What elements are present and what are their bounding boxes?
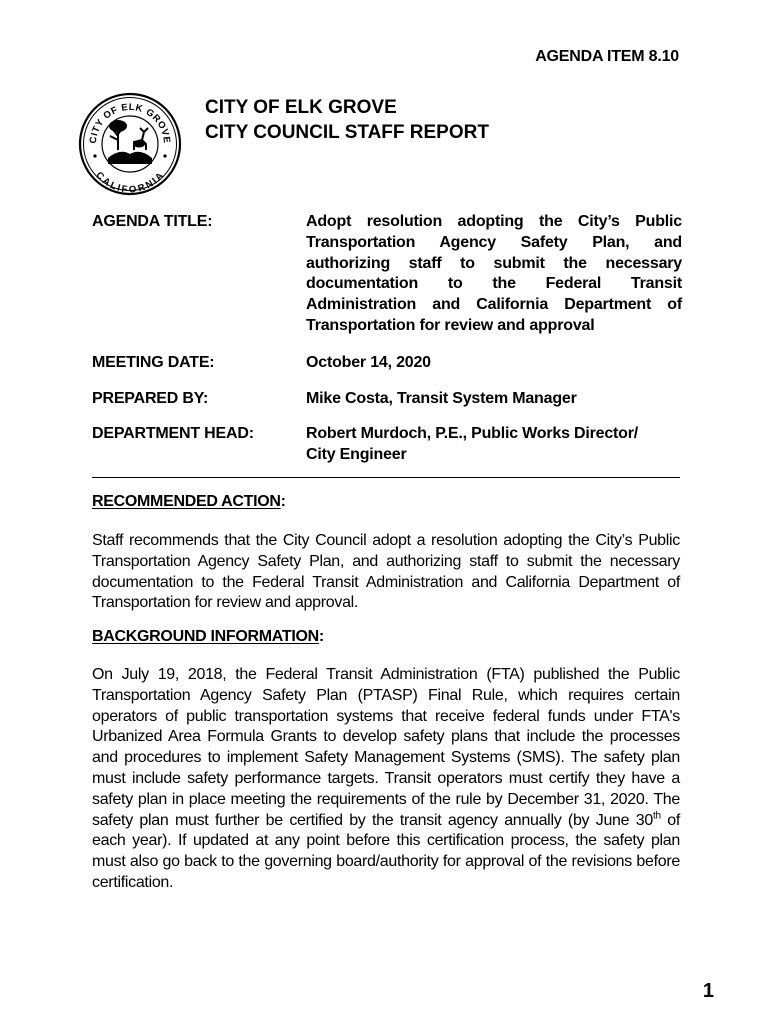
- agenda-title-value: Adopt resolution adopting the City’s Public Transportation Agency Safety Plan, and authorizing staff to submit the necessary documentation to the Federal Transit Administration and California Department of Transportation for review and approval: [306, 213, 682, 334]
- report-title: [205, 95, 489, 145]
- background-heading-colon: :: [318, 628, 324, 645]
- city-seal-icon: [78, 92, 182, 196]
- department-head-value: Robert Murdoch, P.E., Public Works Director/ City Engineer: [306, 425, 639, 463]
- background-body: [92, 665, 680, 894]
- agenda-item-number: AGENDA ITEM 8.10: [535, 48, 679, 65]
- recommended-action-heading-colon: :: [280, 493, 286, 510]
- meeting-date-value: October 14, 2020: [306, 354, 431, 371]
- background-heading: [92, 628, 324, 646]
- meeting-date-label: MEETING DATE:: [92, 354, 215, 371]
- report-title-line-2: CITY COUNCIL STAFF REPORT: [205, 122, 489, 143]
- recommended-action-body: Staff recommends that the City Council adopt a resolution adopting the City’s Public Transportation Agency Safety Plan, and authorizing staff to submit the necessary documentation to the Federal Transit Administration and California Department of Transportation for review and approval.: [92, 532, 680, 612]
- svg-text:CALIFORNIA: CALIFORNIA: [93, 169, 167, 196]
- agenda-title-label: AGENDA TITLE:: [92, 213, 213, 230]
- background-body-superscript: th: [652, 810, 661, 822]
- background-heading-text: BACKGROUND INFORMATION: [92, 628, 319, 645]
- department-head-label: DEPARTMENT HEAD:: [92, 425, 254, 442]
- prepared-by-label: PREPARED BY:: [92, 390, 209, 407]
- section-divider: [92, 477, 680, 478]
- background-body-part-1: On July 19, 2018, the Federal Transit Administration (FTA) published the Public Transportation Agency Safety Plan (PTASP) Final Rule, which requires certain operators of public transportation systems that receive federal funds under FTA's Urbanized Area Formula Grants to develop safety plans that include the processes and procedures to implement Safety Management Systems (SMS). The safety plan must include safety performance targets. Transit operators must certify they have a safety plan in place meeting the requirements of the rule by December 31, 2020. The safety plan must further be certified by the transit agency annually (by June 30: [92, 666, 680, 829]
- recommended-action-heading-text: RECOMMENDED ACTION: [92, 493, 281, 510]
- background-body-part-2: of each year). If updated at any point before this certification process, the safety plan must also go back to the governing board/authority for approval of the revisions before certification.: [92, 811, 680, 891]
- recommended-action-heading: [92, 493, 286, 511]
- svg-text:CITY OF ELK GROVE: CITY OF ELK GROVE: [87, 101, 173, 145]
- page-number: 1: [702, 980, 714, 1002]
- prepared-by-value: Mike Costa, Transit System Manager: [306, 390, 577, 407]
- report-title-line-1: CITY OF ELK GROVE: [205, 97, 397, 118]
